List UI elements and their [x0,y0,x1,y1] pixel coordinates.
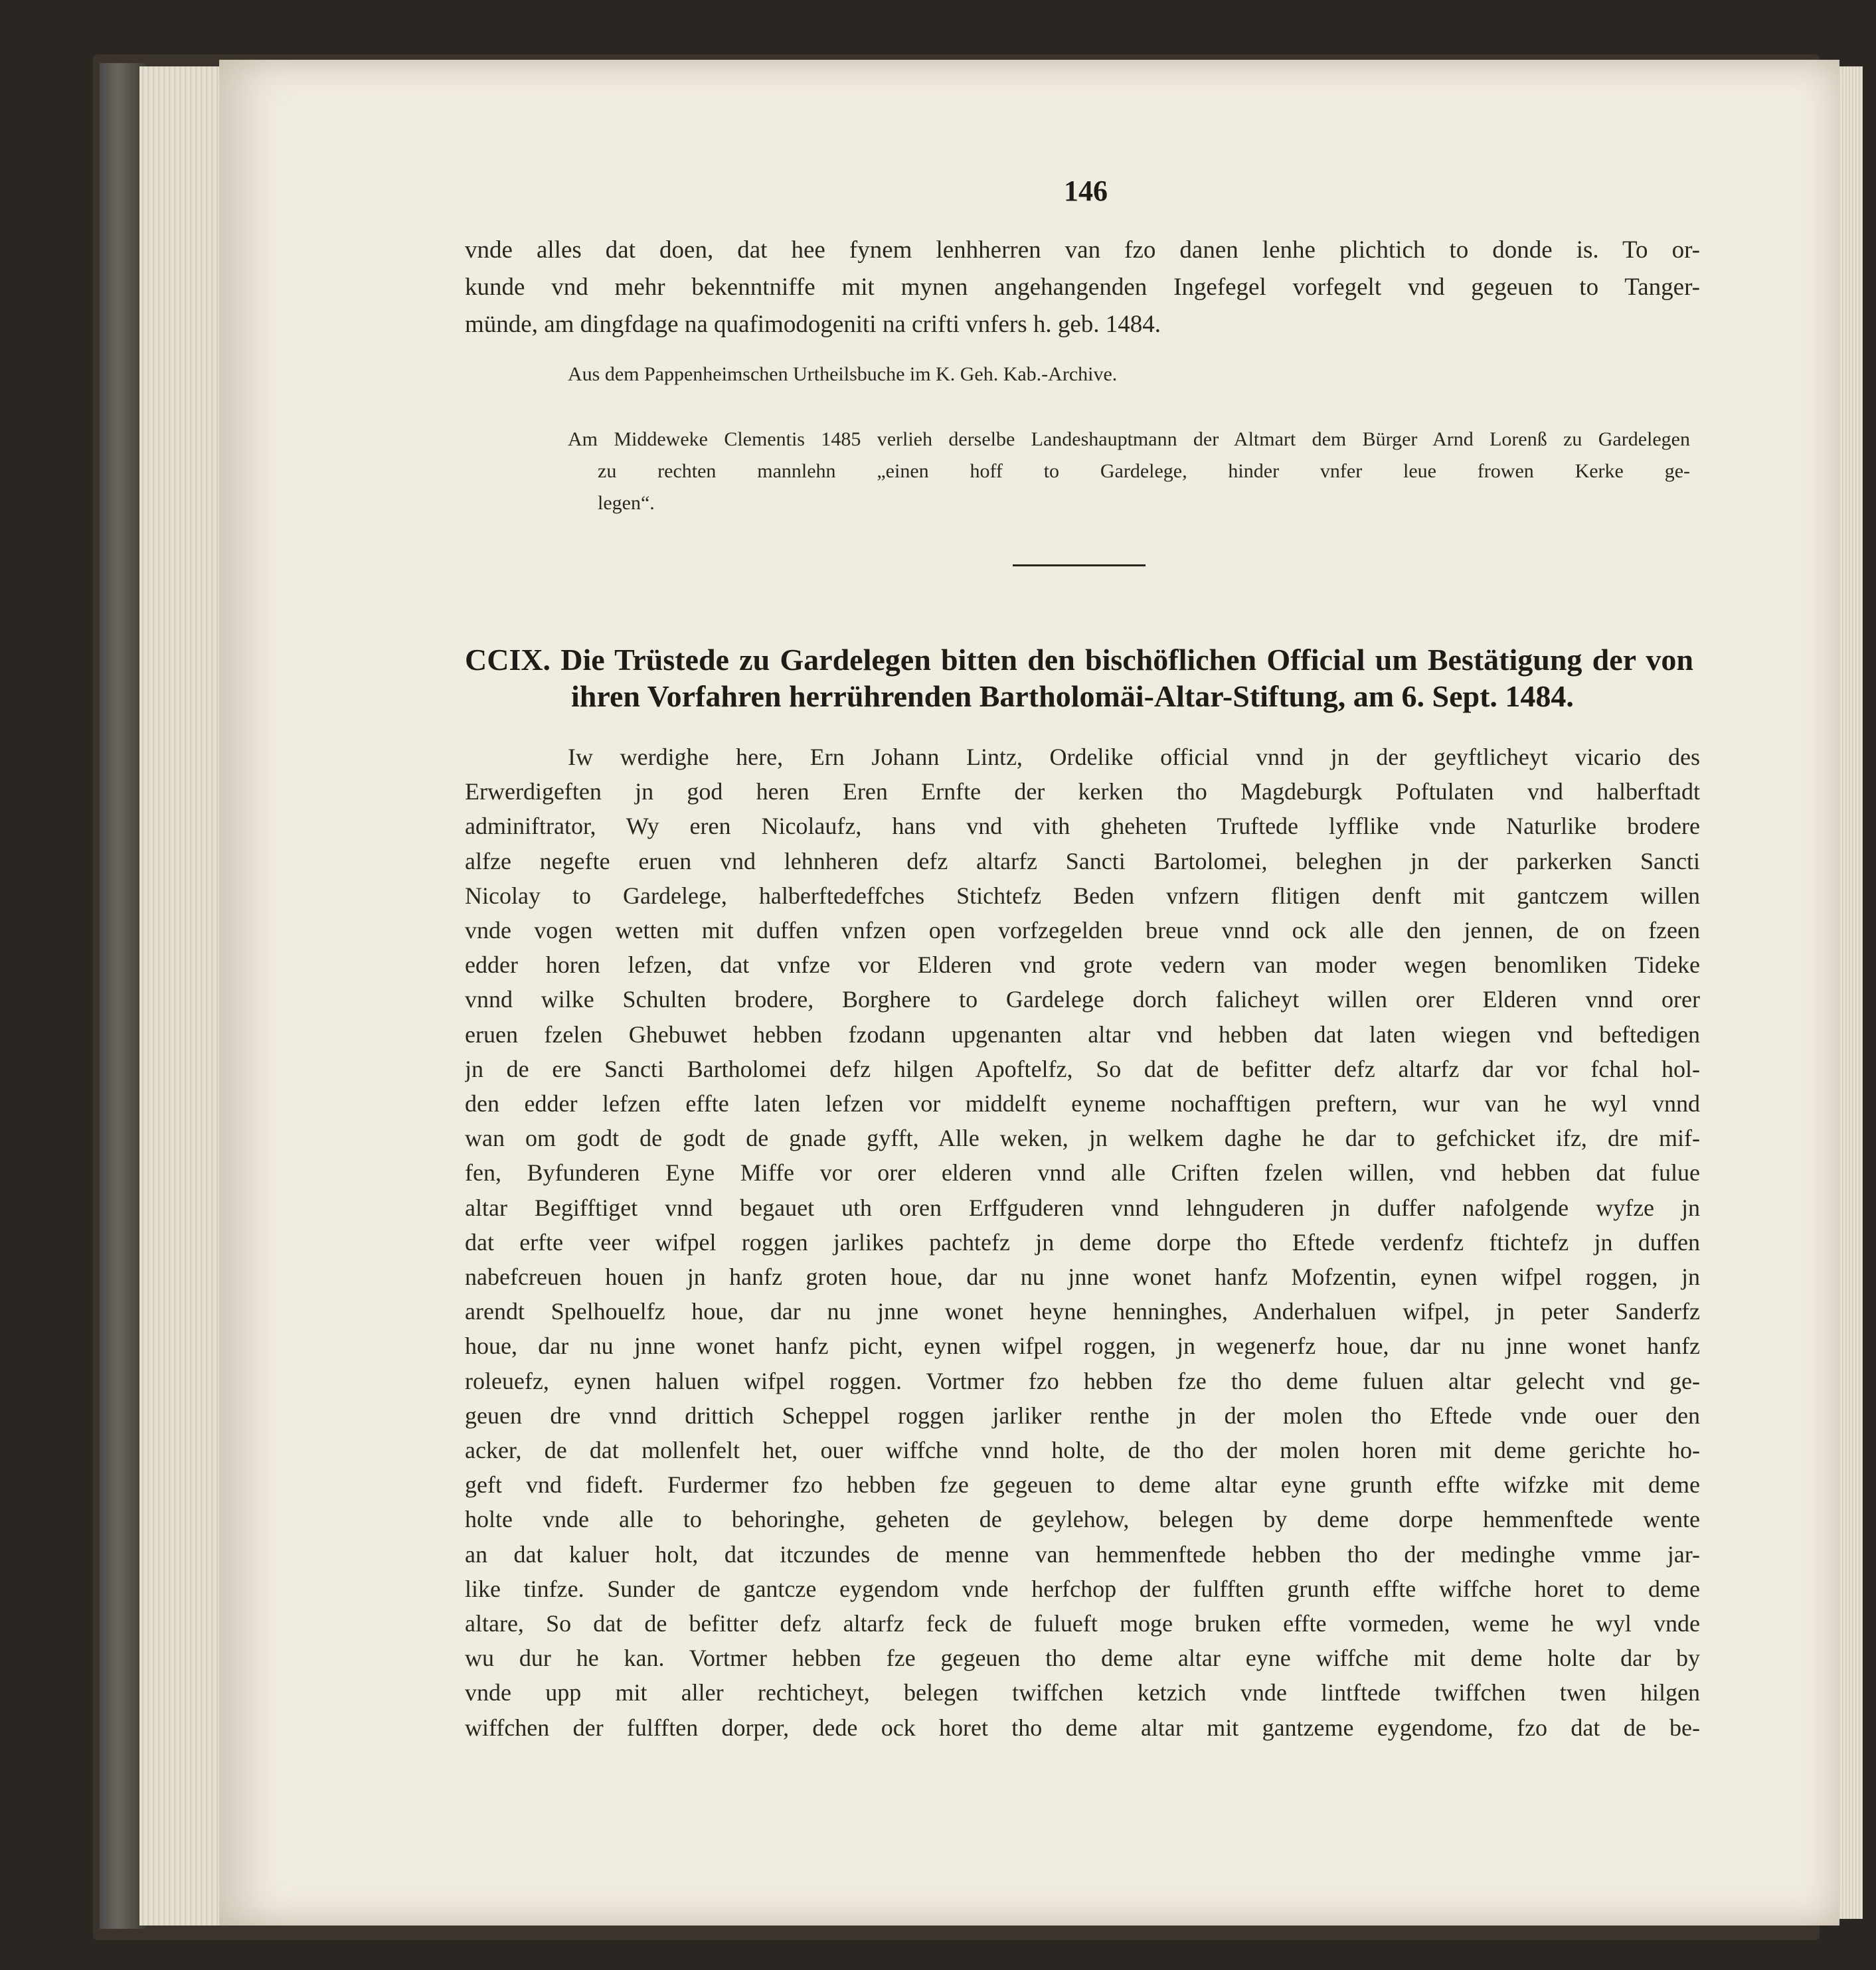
body-line: geuen dre vnnd drittich Scheppel roggen jarliker renthe jn der molen tho Eftede vnde ouer den [465,1402,1700,1429]
body-line: nabefcreuen houen jn hanfz groten houe, dar nu jnne wonet hanfz Mofzentin, eynen wifpel roggen, jn [465,1264,1700,1290]
document-heading: CCIX. Die Trüstede zu Gardelegen bitten den bischöflichen Official um Bestätigung der von [465,643,1693,677]
page-stack-left [139,66,226,1926]
body-line: adminiftrator, Wy eren Nicolaufz, hans vnd vith gheheten Truftede lyfflike vnde Naturlike brodere [465,813,1700,840]
body-line: wan om godt de godt de gnade gyfft, Alle weken, jn welkem daghe he dar to gefchicket ifz, dre mif- [465,1125,1700,1152]
body-line: jn de ere Sancti Bartholomei defz hilgen Apoftelfz, So dat de befitter defz altarfz dar vor fchal hol- [465,1055,1700,1082]
body-line: Nicolay to Gardelege, halberftedeffches Stichtefz Beden vnfzern flitigen denft mit gantczem willen [465,882,1700,909]
text-line: münde, am dingfdage na quafimodogeniti na crifti vnfers h. geb. 1484. [465,311,1161,338]
body-line: alfze negefte eruen vnd lehnheren defz altarfz Sancti Bartolomei, beleghen jn der parkerken Sancti [465,847,1700,874]
body-line: acker, de dat mollenfelt het, ouer wiffche vnnd holte, de tho der molen horen mit deme gerichte ho- [465,1437,1700,1463]
document-heading: ihren Vorfahren herrührenden Bartholomäi-Altar-Stiftung, am 6. Sept. 1484. [571,679,1574,713]
body-line: holte vnde alle to behoringhe, geheten de geylehow, belegen by deme dorpe hemmenftede wente [465,1506,1700,1533]
note-line: Am Middeweke Clementis 1485 verlieh derselbe Landeshauptmann der Altmart dem Bürger Arnd Lorenß zu Gardelegen [568,428,1690,450]
body-line: Iw werdighe here, Ern Johann Lintz, Ordelike official vnnd jn der geyftlicheyt vicario des [568,744,1700,770]
text-line: kunde vnd mehr bekenntniffe mit mynen angehangenden Ingefegel vorfegelt vnd gegeuen to Tanger- [465,274,1700,301]
body-line: Erwerdigeften jn god heren Eren Ernfte der kerken tho Magdeburgk Poftulaten vnd halberftadt [465,778,1700,805]
body-line: houe, dar nu jnne wonet hanfz picht, eynen wifpel roggen, jn wegenerfz houe, dar nu jnne wonet hanfz [465,1333,1700,1360]
body-line: vnde upp mit aller rechticheyt, belegen twiffchen ketzich vnde lintftede twiffchen twen hilgen [465,1679,1700,1706]
body-line: wu dur he kan. Vortmer hebben fze gegeuen tho deme altar eyne wiffche mit deme holte dar by [465,1645,1700,1672]
source-note: Aus dem Pappenheimschen Urtheilsbuche im K. Geh. Kab.-Archive. [568,363,1118,385]
body-line: vnnd wilke Schulten brodere, Borghere to Gardelege dorch falicheyt willen orer Elderen vnnd orer [465,986,1700,1013]
body-line: geft vnd fideft. Furdermer fzo hebben fze gegeuen to deme altar eyne grunth effte wifzke mit deme [465,1471,1700,1499]
body-line: eruen fzelen Ghebuwet hebben fzodann upgenanten altar vnd hebben dat laten wiegen vnd beftedigen [465,1021,1700,1048]
section-divider [1013,564,1146,566]
note-line: legen“. [598,492,655,514]
page-number: 146 [1064,175,1108,207]
body-line: arendt Spelhouelfz houe, dar nu jnne wonet heyne henninghes, Anderhaluen wifpel, jn peter Sanderfz [465,1298,1700,1325]
body-line: vnde vogen wetten mit duffen vnfzen open vorfzegelden breue vnnd ock alle den jennen, de on fzeen [465,917,1700,944]
text-line: vnde alles dat doen, dat hee fynem lenhherren van fzo danen lenhe plichtich to donde is. To or- [465,236,1700,264]
body-line: den edder lefzen effte laten lefzen vor middelft eyneme nochafftigen preftern, wur van he wyl vnnd [465,1090,1700,1117]
body-line: like tinfze. Sunder de gantcze eygendom vnde herfchop der fulfften grunth effte wiffche horet to deme [465,1575,1700,1602]
body-line: edder horen lefzen, dat vnfze vor Elderen vnd grote vedern van moder wegen benomliken Tideke [465,951,1700,979]
body-line: roleuefz, eynen haluen wifpel roggen. Vortmer fzo hebben fze tho deme fuluen altar gelecht vnd ge- [465,1367,1700,1394]
body-line: fen, Byfunderen Eyne Miffe vor orer elderen vnnd alle Criften fzelen willen, vnd hebben dat fulue [465,1159,1700,1187]
body-line: wiffchen der fulfften dorper, dede ock horet tho deme altar mit gantzeme eygendome, fzo dat de be- [465,1714,1700,1741]
body-line: dat erfte veer wifpel roggen jarlikes pachtefz jn deme dorpe tho Eftede verdenfz ftichtefz jn duffen [465,1228,1700,1256]
body-line: an dat kaluer holt, dat itczundes de menne van hemmenftede hebben tho der medinghe vmme jar- [465,1540,1700,1568]
body-line: altare, So dat de befitter defz altarfz feck de fulueft moge bruken effte vormeden, weme he wyl vnde [465,1610,1700,1637]
body-line: altar Begifftiget vnnd begauet uth oren Erffguderen vnnd lehnguderen jn duffer nafolgende wyfze jn [465,1194,1700,1221]
note-line: zu rechten mannlehn „einen hoff to Gardelege, hinder vnfer leue frowen Kerke ge- [598,460,1690,482]
